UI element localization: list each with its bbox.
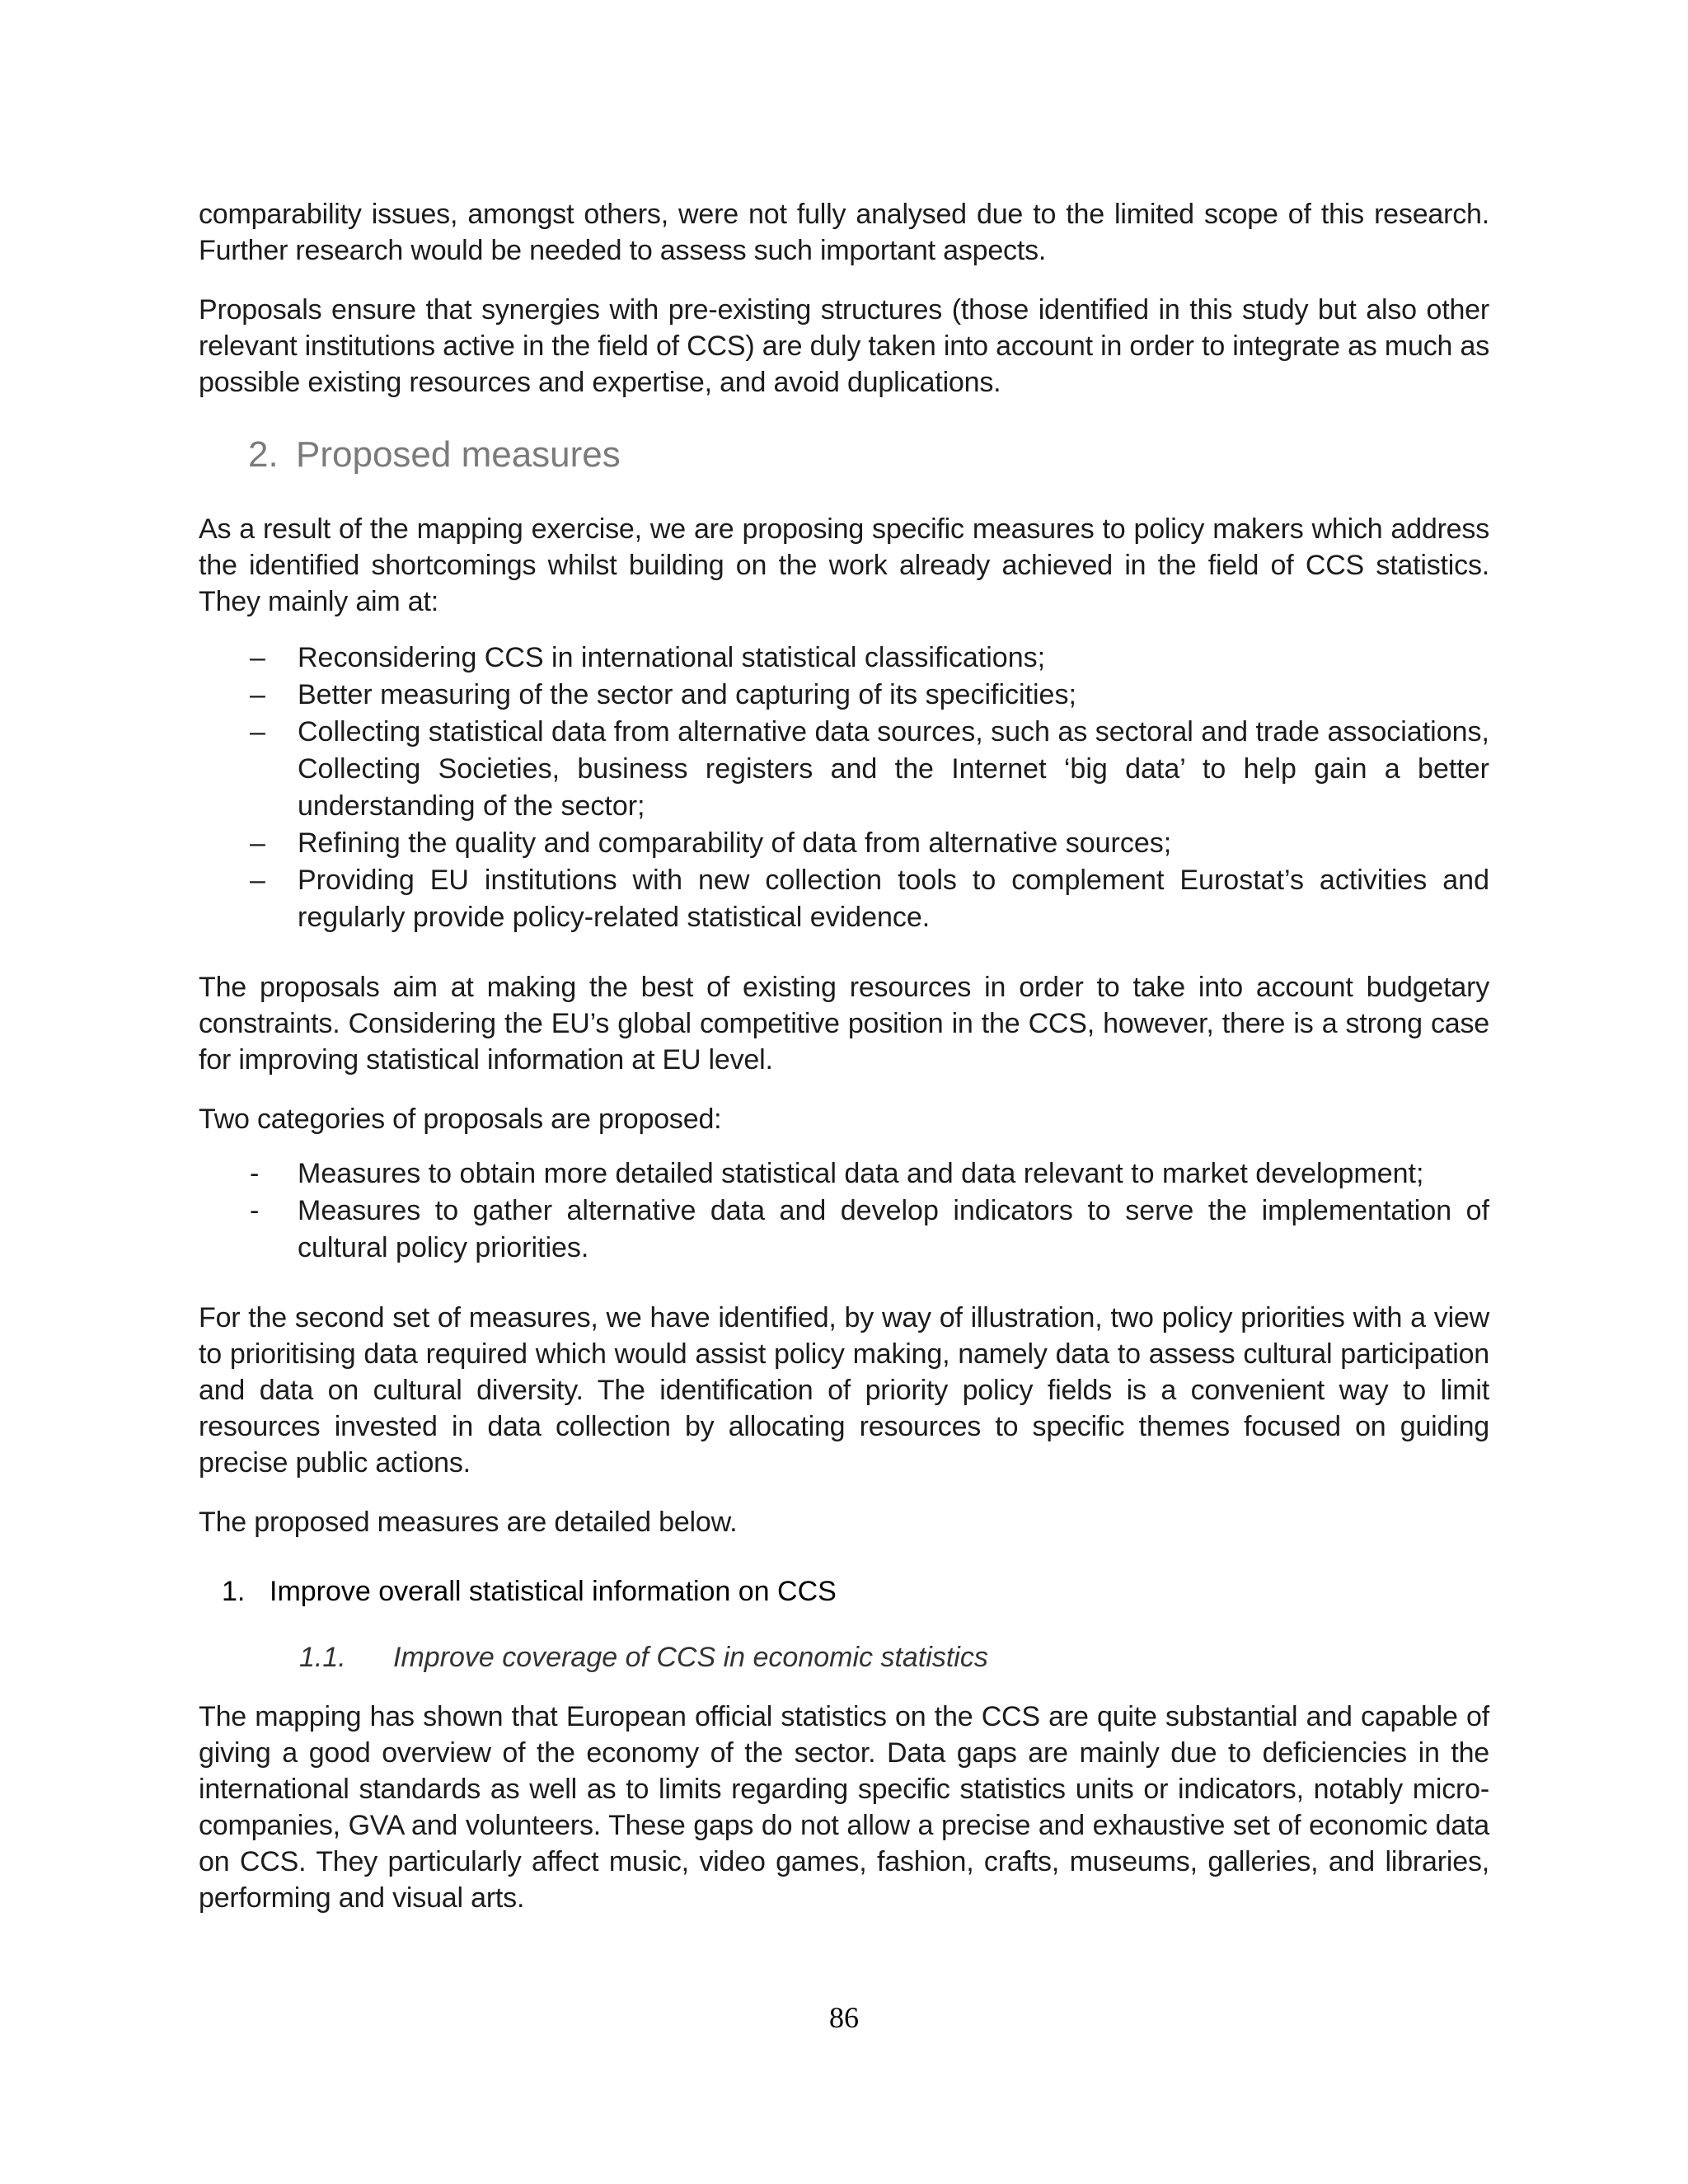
subsection-heading xyxy=(299,1639,1489,1675)
list-marker: - xyxy=(250,1158,260,1189)
section-heading-number: 2. xyxy=(248,434,279,475)
document-body xyxy=(199,196,1489,1916)
paragraph: Proposals ensure that synergies with pre-existing structures (those identified in this study but also other relevant institutions active in the field of CCS) are duly taken into account in order to integrate as much as possible existing resources and expertise, and avoid duplications. xyxy=(199,294,1489,398)
subsection-heading-title: Improve coverage of CCS in economic statistics xyxy=(393,1642,988,1673)
subsection-heading-number: 1.1. xyxy=(299,1642,346,1673)
list-item: - Measures to gather alternative data and develop indicators to serve the implementation of cultural policy priorities. xyxy=(199,1193,1489,1267)
list-item: – Reconsidering CCS in international statistical classifications; xyxy=(199,640,1489,677)
paragraph: As a result of the mapping exercise, we are proposing specific measures to policy makers which address the identified shortcomings whilst building on the work already achieved in the field of CCS statistics. They mainly aim at: xyxy=(199,513,1489,617)
list-marker: – xyxy=(250,679,265,710)
list-marker: – xyxy=(250,716,265,748)
paragraph: The mapping has shown that European official statistics on the CCS are quite substantial and capable of giving a good overview of the economy of the sector. Data gaps are mainly due to deficiencies in the international standards as well as to limits regarding specific statistics units or indicators, notably micro-companies, GVA and volunteers. These gaps do not allow a precise and exhaustive set of economic data on CCS. They particularly affect music, video games, fashion, crafts, museums, galleries, and libraries, performing and visual arts. xyxy=(199,1701,1489,1914)
list-item: - Measures to obtain more detailed statistical data and data relevant to market development; xyxy=(199,1155,1489,1193)
list-marker: – xyxy=(250,865,265,896)
measure-heading xyxy=(222,1573,1489,1610)
list-marker: – xyxy=(250,642,265,673)
paragraph: comparability issues, amongst others, were not fully analysed due to the limited scope of this research. Further research would be needed to assess such important aspects. xyxy=(199,199,1489,266)
measure-heading-number: 1. xyxy=(222,1576,246,1607)
paragraph: The proposals aim at making the best of existing resources in order to take into account budgetary constraints. Considering the EU’s global competitive position in the CCS, however, there is a strong case for improving statistical information at EU level. xyxy=(199,972,1489,1076)
categories-list xyxy=(199,1155,1489,1267)
list-item: – Refining the quality and comparability of data from alternative sources; xyxy=(199,825,1489,862)
paragraph: Two categories of proposals are proposed: xyxy=(199,1104,722,1135)
section-heading xyxy=(248,432,1489,478)
list-marker: - xyxy=(250,1195,260,1226)
paragraph: The proposed measures are detailed below. xyxy=(199,1507,738,1538)
section-heading-title: Proposed measures xyxy=(296,434,621,475)
paragraph: For the second set of measures, we have identified, by way of illustration, two policy priorities with a view to prioritising data required which would assist policy making, namely data to assess cultural participation and data on cultural diversity. The identification of priority policy fields is a convenient way to limit resources invested in data collection by allocating resources to specific themes focused on guiding precise public actions. xyxy=(199,1302,1489,1479)
list-item: – Better measuring of the sector and capturing of its specificities; xyxy=(199,677,1489,714)
list-marker: – xyxy=(250,827,265,859)
list-item: – Providing EU institutions with new collection tools to complement Eurostat’s activities and regularly provide policy-related statistical evidence. xyxy=(199,862,1489,936)
page-number: 86 xyxy=(829,2001,859,2034)
measure-heading-title: Improve overall statistical information on CCS xyxy=(270,1576,837,1607)
list-item: – Collecting statistical data from alternative data sources, such as sectoral and trade associations, Collecting Societies, business registers and the Internet ‘big data’ to help gain a better understanding of the sector; xyxy=(199,714,1489,825)
aims-list xyxy=(199,640,1489,936)
